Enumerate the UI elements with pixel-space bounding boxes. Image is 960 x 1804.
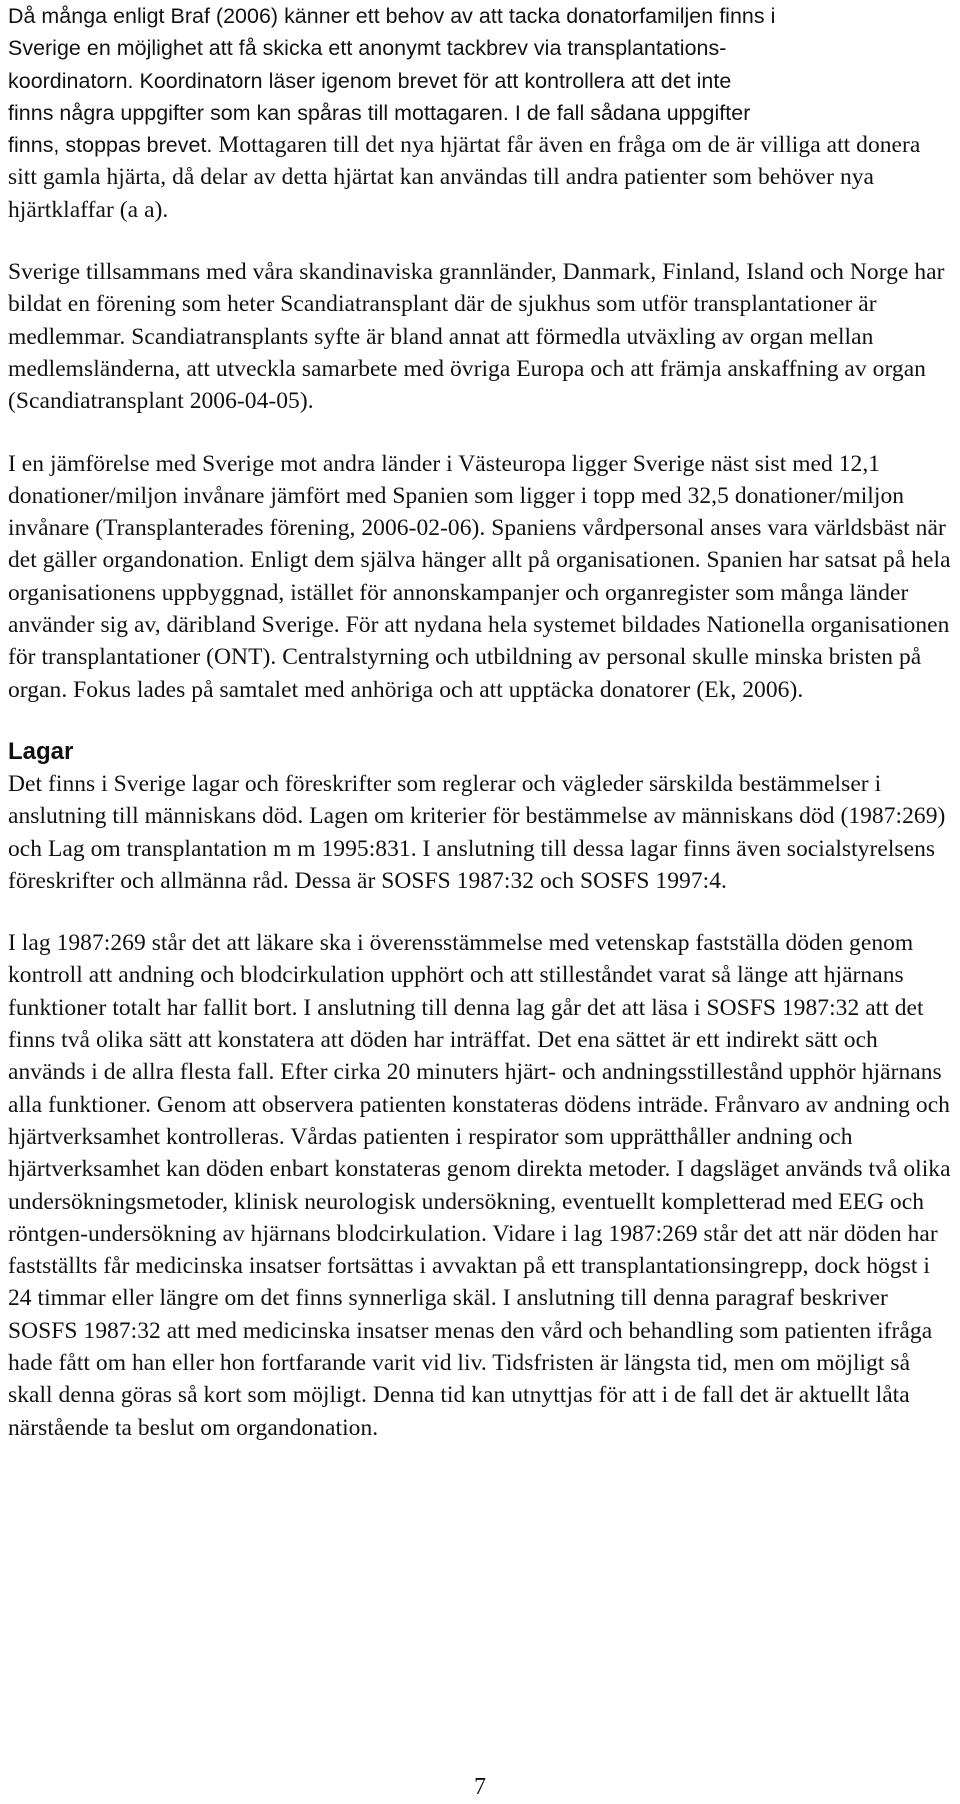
paragraph-line: koordinatorn. Koordinatorn läser igenom brevet för att kontrollera att det inte (8, 68, 732, 93)
paragraph-line: Då många enligt Braf (2006) känner ett behov av att tacka donatorfamiljen finns i (8, 4, 776, 28)
paragraph-gap (8, 897, 952, 927)
paragraph-gap (8, 226, 952, 256)
section-heading-lagar: Lagar (8, 737, 74, 765)
paragraph-line: finns några uppgifter som kan spåras till mottagaren. I de fall sådana uppgifter (8, 100, 751, 125)
page-number: 7 (474, 1774, 486, 1800)
paragraph-scandiatransplant: Sverige tillsammans med våra skandinaviska grannländer, Danmark, Finland, Island och Norge har bildat en förening som heter Scandiatransplant där de sjukhus som utför transplantationer är medlemmar. Scandiatransplants syfte är bland annat att förmedla utväxling av organ mellan medlemsländerna, att utveckla samarbete med övriga Europa och att främja anskaffning av organ (Scandiatransplant 2006-04-05). (8, 259, 945, 415)
paragraph-law-1987-269: I lag 1987:269 står det att läkare ska i överensstämmelse med vetenskap fastställa döden genom kontroll att andning och blodcirkulation upphört och att stilleståndet varat så länge att hjärnans funktioner totalt har fallit bort. I anslutning till denna lag går det att läsa i SOSFS 1987:32 att det finns två olika sätt att konstatera att döden har inträffat. Det ena sättet är ett indirekt sätt och används i de allra flesta fall. Efter cirka 20 minuters hjärt- och andningsstillestånd upphör hjärnans alla funktioner. Genom att observera patienten konstateras dödens inträde. Frånvaro av andning och hjärtverksamhet kontrolleras. Vårdas patienten i respirator som upprätthåller andning och hjärtverksamhet kan döden enbart konstateras genom direkta metoder. I dagsläget används två olika undersökningsmetoder, klinisk neurologisk undersökning, eventuellt kompletterad med EEG och röntgen-undersökning av hjärnans blodcirkulation. Vidare i lag 1987:269 står det att när döden har fastställts får medicinska insatser fortsättas i avvaktan på ett transplantationsingrepp, dock högst i 24 timmar eller längre om det finns synnerliga skäl. I anslutning till denna paragraf beskriver SOSFS 1987:32 att med medicinska insatser menas den vård och behandling som patienten ifråga hade fått om han eller hon fortfarande varit vid liv. Tidsfristen är längsta tid, men om möjligt så skall denna göras så kort som möjligt. Denna tid kan utnyttjas för att i de fall det är aktuellt låta närstående ta beslut om organdonation. (8, 930, 951, 1441)
paragraph-laws: Det finns i Sverige lagar och föreskrifter som reglerar och vägleder särskilda bestämmelser i anslutning till människans död. Lagen om kriterier för bestämmelse av människans död (1987:269) och Lag om transplantation m m 1995:831. I anslutning till dessa lagar finns även socialstyrelsens föreskrifter och allmänna råd. Dessa är SOSFS 1987:32 och SOSFS 1997:4. (8, 770, 946, 894)
paragraph-line: finns, stoppas brevet. (8, 133, 213, 158)
document-page (8, 0, 952, 1804)
paragraph-gap (8, 706, 952, 736)
paragraph-comparison-spain: I en jämförelse med Sverige mot andra länder i Västeuropa ligger Sverige näst sist med 12,1 donationer/miljon invånare jämfört med Spanien som ligger i topp med 32,5 donationer/miljon invånare (Transplanterades förening, 2006-02-06). Spaniens vårdpersonal anses vara världsbäst när det gäller organdonation. Enligt dem själva hänger allt på organisationen. Spanien har satsat på hela organisationens uppbyggnad, istället för annonskampanjer och organregister som många länder använder sig av, däribland Sverige. För att nydana hela systemet bildades Nationella organisationen för transplantationer (ONT). Centralstyrning och utbildning av personal skulle minska bristen på organ. Fokus lades på samtalet med anhöriga och att upptäcka donatorer (Ek, 2006). (8, 450, 951, 703)
paragraph-thank-you-letter (8, 0, 952, 226)
paragraph-line: Sverige en möjlighet att få skicka ett anonymt tackbrev via transplantations- (8, 36, 727, 61)
paragraph-gap (8, 418, 952, 448)
paragraph-text: Mottagaren till det nya hjärtat får även en fråga om de är villiga att donera sitt gamla hjärta, då delar av detta hjärtat kan användas till andra patienter som behöver nya hjärtklaffar (a a). (8, 132, 921, 223)
